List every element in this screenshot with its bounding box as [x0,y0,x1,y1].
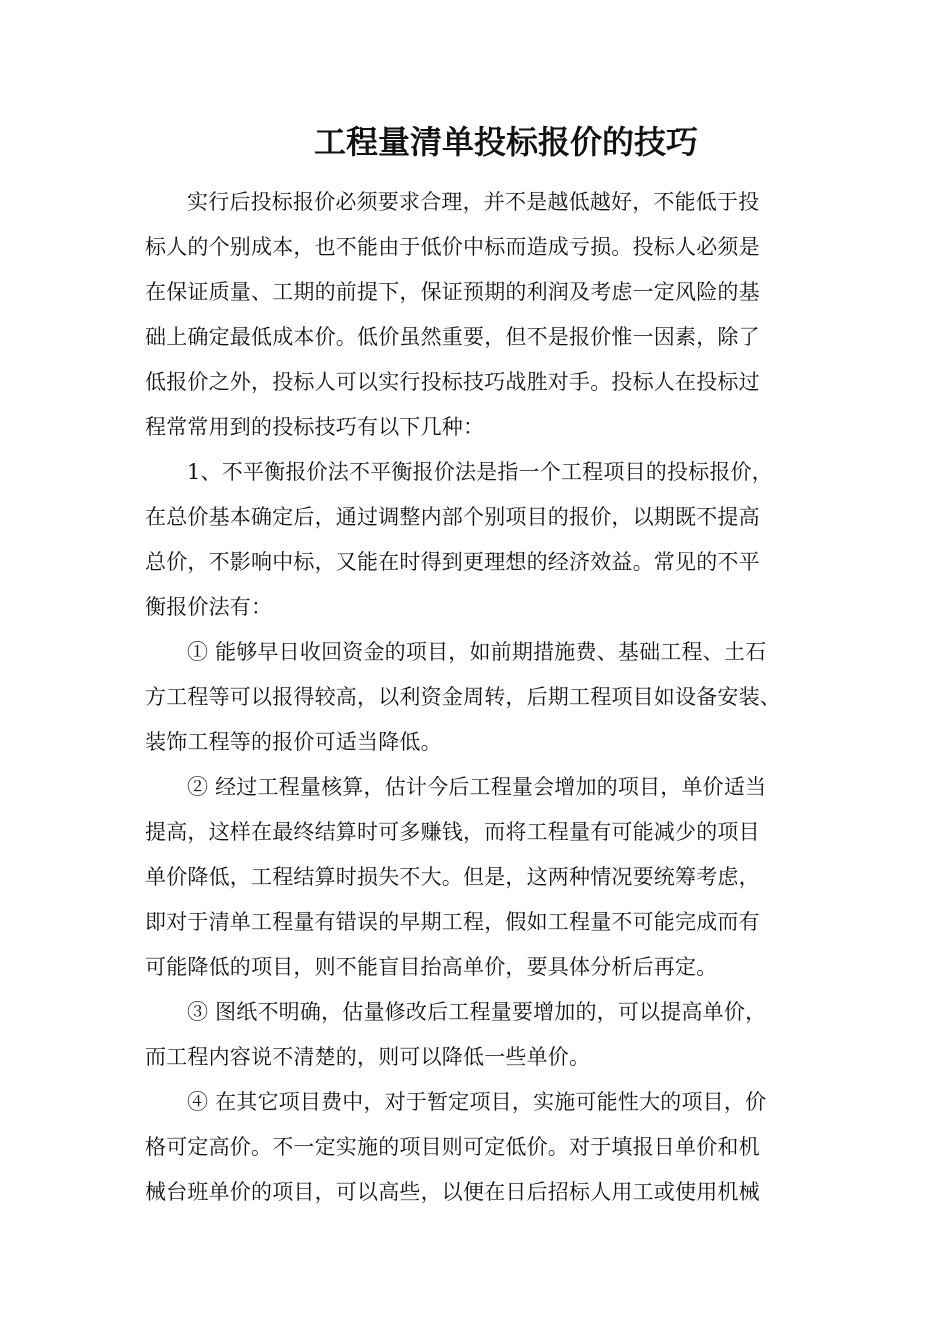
paragraph-line: 标人的个别成本，也不能由于低价中标而造成亏损。投标人必须是 [145,235,760,259]
paragraph-line: 提高，这样在最终结算时可多赚钱，而将工程量有可能减少的项目 [145,820,760,844]
paragraph-line: 衡报价法有： [145,595,273,619]
paragraph-line: 方工程等可以报得较高，以利资金周转，后期工程项目如设备安装、 [145,685,781,709]
document-title: 工程量清单投标报价的技巧 [313,123,698,161]
paragraph-line: 总价，不影响中标，又能在时得到更理想的经济效益。常见的不平 [145,550,760,574]
paragraph-line: 低报价之外，投标人可以实行投标技巧战胜对手。投标人在投标过 [145,370,760,394]
paragraph-line: 装饰工程等的报价可适当降低。 [145,730,442,754]
paragraph-line: 在总价基本确定后，通过调整内部个别项目的报价，以期既不提高 [145,505,760,529]
paragraph-line: ③ 图纸不明确，估量修改后工程量要增加的，可以提高单价， [187,1000,767,1024]
paragraph-line: 而工程内容说不清楚的，则可以降低一些单价。 [145,1045,591,1069]
paragraph-line: 格可定高价。不一定实施的项目则可定低价。对于填报日单价和机 [145,1135,760,1159]
paragraph-line: 程常常用到的投标技巧有以下几种： [145,415,485,439]
paragraph-line: 单价降低，工程结算时损失不大。但是，这两种情况要统筹考虑， [145,865,760,889]
paragraph-line: ② 经过工程量核算，估计今后工程量会增加的项目，单价适当 [187,775,767,799]
paragraph-line: 可能降低的项目，则不能盲目抬高单价，要具体分析后再定。 [145,955,718,979]
paragraph-line: 即对于清单工程量有错误的早期工程，假如工程量不可能完成而有 [145,910,760,934]
paragraph-line: 1、不平衡报价法不平衡报价法是指一个工程项目的投标报价， [187,460,773,484]
paragraph-line: 实行后投标报价必须要求合理，并不是越低越好，不能低于投 [187,190,760,214]
paragraph-line: 械台班单价的项目，可以高些，以便在日后招标人用工或使用机械 [145,1180,760,1204]
paragraph-line: 础上确定最低成本价。低价虽然重要，但不是报价惟一因素，除了 [145,325,760,349]
paragraph-line: ① 能够早日收回资金的项目，如前期措施费、基础工程、土石 [187,640,767,664]
paragraph-line: ④ 在其它项目费中，对于暂定项目，实施可能性大的项目，价 [187,1090,767,1114]
paragraph-line: 在保证质量、工期的前提下，保证预期的利润及考虑一定风险的基 [145,280,760,304]
